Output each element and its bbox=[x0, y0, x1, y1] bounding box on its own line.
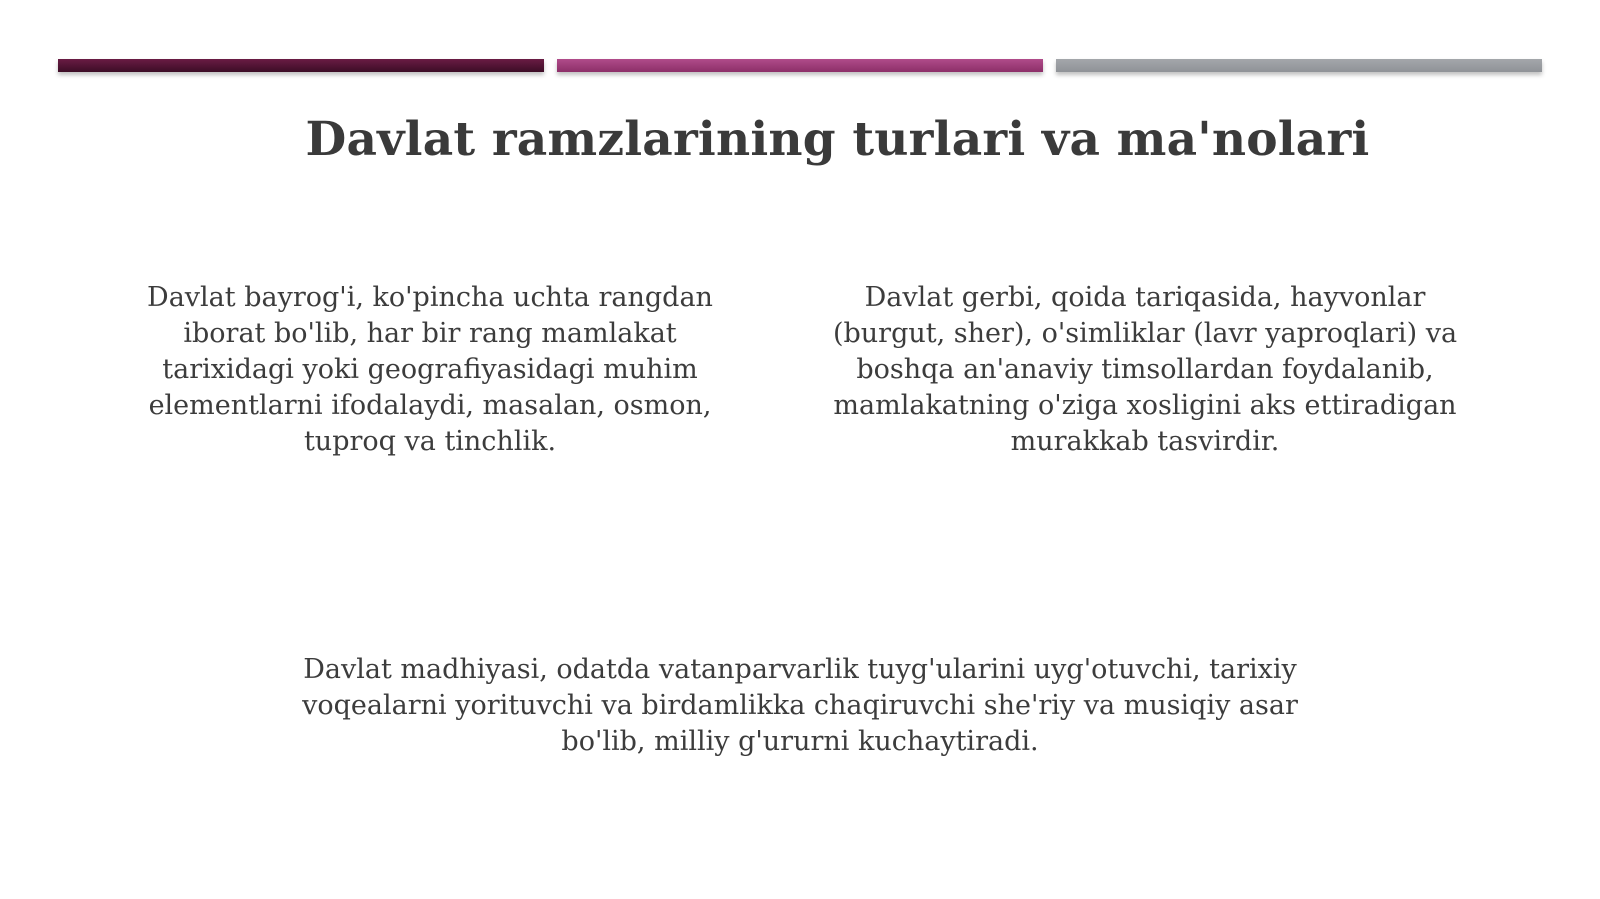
accent-bar-magenta bbox=[557, 59, 1043, 72]
slide-title: Davlat ramzlarining turlari va ma'nolari bbox=[305, 112, 1370, 167]
accent-bar-dark-plum bbox=[58, 59, 544, 72]
paragraph-anthem: Davlat madhiyasi, odatda vatanparvarlik tuyg'ularini uyg'otuvchi, tarixiy voqealarni yorituvchi va birdamlikka chaqiruvchi she'riy va musiqiy asar bo'lib, milliy g'ururni kuchaytiradi. bbox=[302, 654, 1298, 757]
paragraph-flag: Davlat bayrog'i, ko'pincha uchta rangdan iborat bo'lib, har bir rang mamlakat tarixidagi yoki geografiyasidagi muhim elementlarni ifodalaydi, masalan, osmon, tuproq va tinchlik. bbox=[147, 282, 713, 457]
accent-bar-gray bbox=[1056, 59, 1542, 72]
paragraph-coat-of-arms: Davlat gerbi, qoida tariqasida, hayvonlar (burgut, sher), o'simliklar (lavr yaproqlari) va boshqa an'anaviy timsollardan foydalanib, mamlakatning o'ziga xosligini aks ettiradigan murakkab tasvirdir. bbox=[832, 282, 1458, 457]
